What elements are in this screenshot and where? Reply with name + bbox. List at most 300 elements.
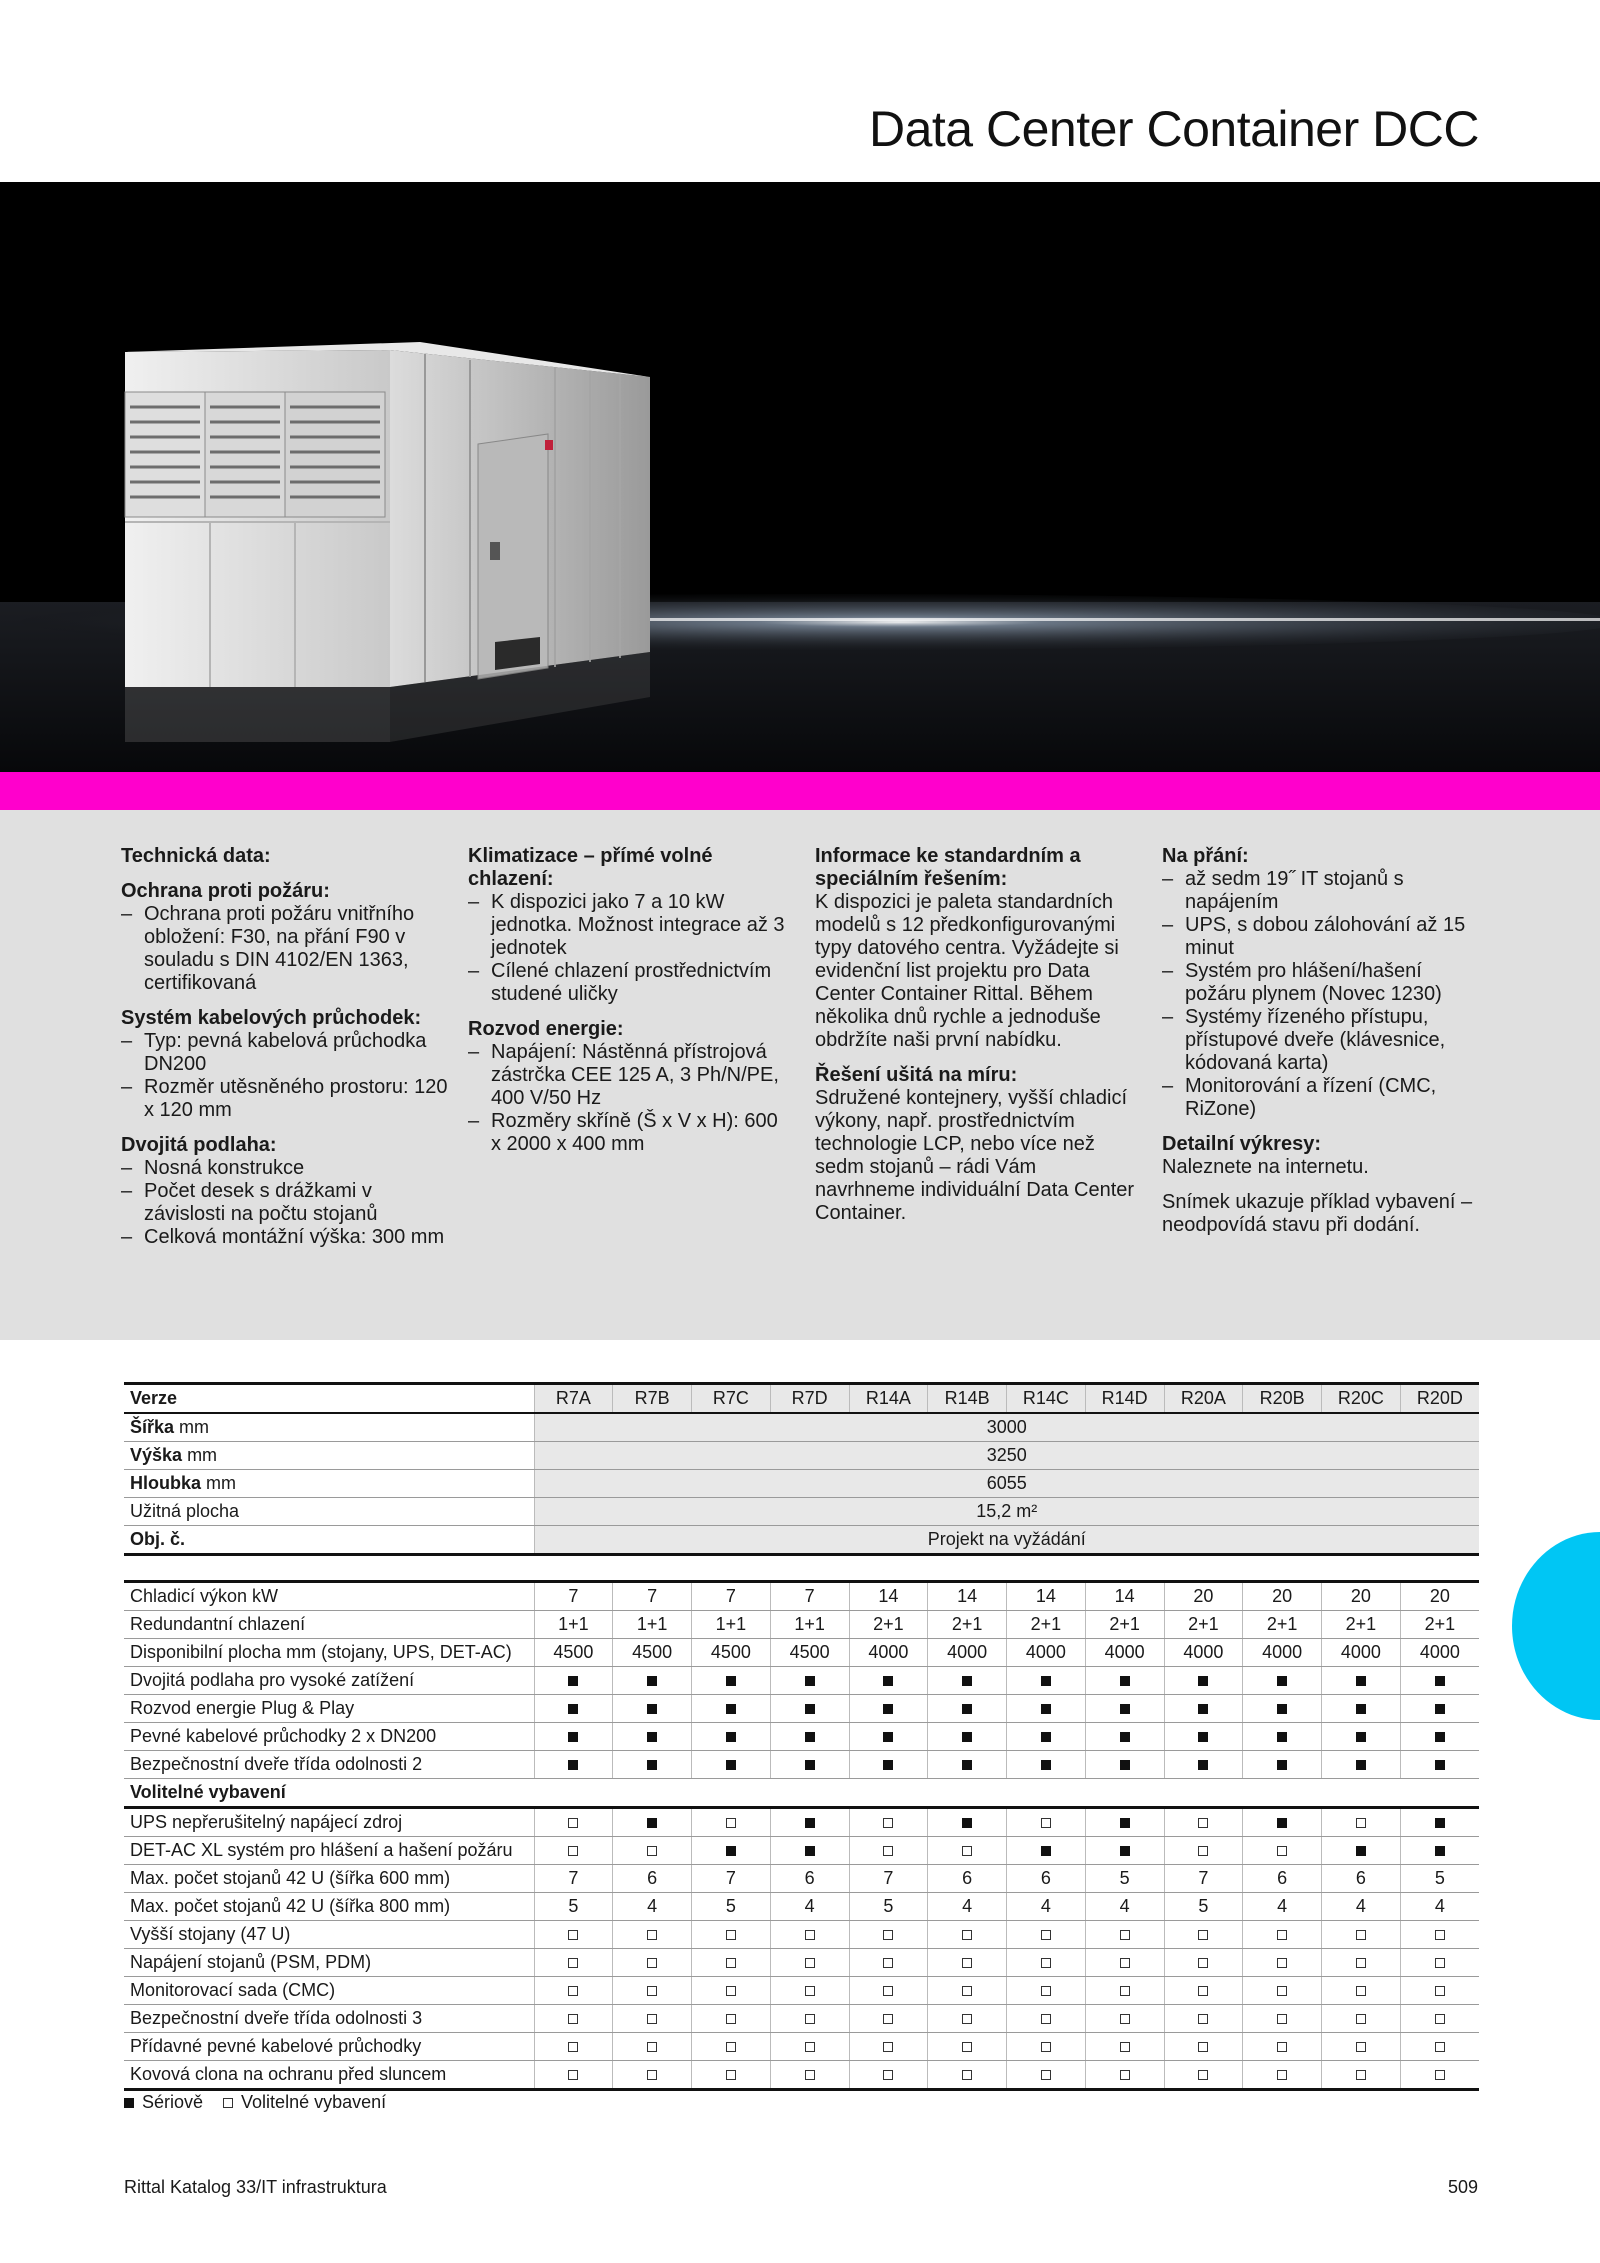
row-label-bold: Hloubka <box>130 1473 202 1493</box>
standard-cell <box>1322 1667 1401 1695</box>
list-item: – Ochrana proti požáru vnitřního obložení: F30, na přání F90 v souladu s DIN 4102/EN 1363, certifikovaná <box>121 903 451 995</box>
row-label: Vyšší stojany (47 U) <box>124 1921 534 1949</box>
empty-square-icon <box>962 2070 972 2080</box>
optional-cell <box>928 1921 1007 1949</box>
standard-cell <box>534 1751 613 1779</box>
optional-cell <box>1400 1977 1479 2005</box>
optional-cell <box>1400 1949 1479 1977</box>
empty-square-icon <box>647 1846 657 1856</box>
legend-optional: Volitelné vybavení <box>241 2092 387 2112</box>
empty-square-icon <box>647 1958 657 1968</box>
filled-square-icon <box>1120 1704 1130 1714</box>
empty-square-icon <box>1198 2042 1208 2052</box>
value-cell: 4 <box>928 1893 1007 1921</box>
empty-square-icon <box>726 1930 736 1940</box>
standard-cell <box>613 1695 692 1723</box>
row-label <box>124 1498 534 1526</box>
version-header: R20A <box>1164 1384 1243 1414</box>
empty-square-icon <box>1198 1958 1208 1968</box>
row-label: Pevné kabelové průchodky 2 x DN200 <box>124 1723 534 1751</box>
empty-square-icon <box>568 1846 578 1856</box>
optional-cell <box>613 1977 692 2005</box>
cooling-section <box>468 845 788 1006</box>
value-cell: 4 <box>1007 1893 1086 1921</box>
filled-square-icon <box>1120 1732 1130 1742</box>
row-label <box>124 1442 534 1470</box>
empty-square-icon <box>1120 2042 1130 2052</box>
standard-cell <box>1243 1751 1322 1779</box>
empty-square-icon <box>1356 1818 1366 1828</box>
standard-cell <box>849 1695 928 1723</box>
empty-square-icon <box>805 2070 815 2080</box>
optional-cell <box>1085 1949 1164 1977</box>
filled-square-icon <box>1120 1818 1130 1828</box>
table-row <box>124 1526 1479 1555</box>
value-cell: 1+1 <box>613 1611 692 1639</box>
filled-square-icon <box>1198 1676 1208 1686</box>
optional-cell <box>1322 1949 1401 1977</box>
empty-square-icon <box>805 2014 815 2024</box>
standard-cell <box>770 1667 849 1695</box>
cable-entry-section <box>121 1007 451 1122</box>
table-row <box>124 1413 1479 1442</box>
filled-square-icon <box>1356 1704 1366 1714</box>
empty-square-icon <box>1041 2070 1051 2080</box>
list-item: – až sedm 19˝ IT stojanů s napájením <box>1162 868 1480 914</box>
filled-square-icon <box>1277 1704 1287 1714</box>
section-title: Na přání: <box>1162 845 1249 867</box>
optional-cell <box>928 2033 1007 2061</box>
optional-cell <box>1243 2033 1322 2061</box>
row-label: Redundantní chlazení <box>124 1611 534 1639</box>
section-heading: Technická data: <box>121 845 271 867</box>
filled-square-icon <box>568 1704 578 1714</box>
value-cell: 2+1 <box>1085 1611 1164 1639</box>
filled-square-icon <box>962 1732 972 1742</box>
standard-cell <box>1322 1837 1401 1865</box>
filled-square-icon <box>883 1760 893 1770</box>
list-item: – Cílené chlazení prostřednictvím studené uličky <box>468 960 788 1006</box>
filled-square-icon <box>805 1704 815 1714</box>
standard-cell <box>849 1723 928 1751</box>
value-cell: 14 <box>928 1582 1007 1611</box>
page-number: 509 <box>1447 2177 1478 2197</box>
optional-cell <box>849 2033 928 2061</box>
standard-cell <box>928 1751 1007 1779</box>
standard-cell <box>770 1723 849 1751</box>
table-row <box>124 2005 1479 2033</box>
row-value: 15,2 m² <box>534 1498 1479 1526</box>
filled-square-icon <box>1277 1760 1287 1770</box>
empty-square-icon <box>1277 1986 1287 1996</box>
table-row <box>124 2033 1479 2061</box>
optional-cell <box>1085 2005 1164 2033</box>
value-cell: 7 <box>770 1582 849 1611</box>
filled-square-icon <box>1435 1676 1445 1686</box>
value-cell: 5 <box>692 1893 771 1921</box>
table-row <box>124 1667 1479 1695</box>
empty-square-icon <box>883 2070 893 2080</box>
standard-cell <box>1243 1695 1322 1723</box>
filled-square-icon <box>1277 1676 1287 1686</box>
filled-square-icon <box>883 1676 893 1686</box>
optional-cell <box>534 1808 613 1837</box>
value-cell: 4000 <box>1007 1639 1086 1667</box>
filled-square-icon <box>124 2098 134 2108</box>
filled-square-icon <box>647 1760 657 1770</box>
table-row <box>124 1723 1479 1751</box>
filled-square-icon <box>1356 1732 1366 1742</box>
value-cell: 7 <box>849 1865 928 1893</box>
value-cell: 14 <box>849 1582 928 1611</box>
value-cell: 4000 <box>1322 1639 1401 1667</box>
value-cell: 4 <box>1085 1893 1164 1921</box>
optional-cell <box>849 1808 928 1837</box>
optional-cell <box>1322 2061 1401 2090</box>
drawings-section <box>1162 1133 1480 1179</box>
section-text: K dispozici je paleta standardních modelů s 12 předkonfigurovanými typy datového centra. Vyžádejte si evidenční list projektu pro Data Center Container Rittal. Během několika dnů rychle a jednoduše obdržíte naši první nabídku. <box>815 891 1119 1051</box>
empty-square-icon <box>1356 1986 1366 1996</box>
empty-square-icon <box>1435 1958 1445 1968</box>
features-table <box>124 1580 1479 2091</box>
filled-square-icon <box>1435 1846 1445 1856</box>
table-row <box>124 1949 1479 1977</box>
empty-square-icon <box>962 1958 972 1968</box>
value-cell: 4 <box>770 1893 849 1921</box>
optional-cell <box>849 1837 928 1865</box>
row-label-bold: Šířka <box>130 1417 175 1437</box>
filled-square-icon <box>1435 1760 1445 1770</box>
legend-serial: Sériově <box>142 2092 204 2112</box>
table-row <box>124 2061 1479 2090</box>
filled-square-icon <box>1356 1846 1366 1856</box>
filled-square-icon <box>568 1732 578 1742</box>
filled-square-icon <box>1120 1846 1130 1856</box>
empty-square-icon <box>1041 1986 1051 1996</box>
standard-cell <box>1085 1808 1164 1837</box>
filled-square-icon <box>1356 1676 1366 1686</box>
empty-square-icon <box>883 1986 893 1996</box>
value-cell: 20 <box>1164 1582 1243 1611</box>
empty-square-icon <box>883 1846 893 1856</box>
row-label: Kovová clona na ochranu před sluncem <box>124 2061 534 2090</box>
empty-square-icon <box>1120 2070 1130 2080</box>
dimensions-table <box>124 1382 1479 1556</box>
value-cell: 5 <box>1400 1865 1479 1893</box>
empty-square-icon <box>1041 1958 1051 1968</box>
value-cell: 2+1 <box>849 1611 928 1639</box>
value-cell: 4500 <box>692 1639 771 1667</box>
empty-square-icon <box>647 1930 657 1940</box>
empty-square-icon <box>883 1958 893 1968</box>
row-label: Dvojitá podlaha pro vysoké zatížení <box>124 1667 534 1695</box>
empty-square-icon <box>1277 1930 1287 1940</box>
standard-cell <box>613 1723 692 1751</box>
row-label: Max. počet stojanů 42 U (šířka 800 mm) <box>124 1893 534 1921</box>
list-item: – K dispozici jako 7 a 10 kW jednotka. Možnost integrace až 3 jednotek <box>468 891 788 960</box>
empty-square-icon <box>568 1958 578 1968</box>
filled-square-icon <box>805 1760 815 1770</box>
empty-square-icon <box>568 2014 578 2024</box>
optional-cell <box>692 1977 771 2005</box>
list-item: – Celková montážní výška: 300 mm <box>121 1226 451 1249</box>
empty-square-icon <box>1435 1930 1445 1940</box>
list-item: – UPS, s dobou zálohování až 15 minut <box>1162 914 1480 960</box>
optional-cell <box>613 1921 692 1949</box>
standard-cell <box>1322 1723 1401 1751</box>
standard-cell <box>692 1695 771 1723</box>
standard-cell <box>1085 1751 1164 1779</box>
empty-square-icon <box>1356 2014 1366 2024</box>
optional-cell <box>1400 2005 1479 2033</box>
optional-cell <box>928 2005 1007 2033</box>
optional-cell <box>534 1977 613 2005</box>
version-header: R7D <box>770 1384 849 1414</box>
table-row <box>124 1808 1479 1837</box>
value-cell: 2+1 <box>1322 1611 1401 1639</box>
empty-square-icon <box>223 2098 233 2108</box>
row-value: 6055 <box>534 1470 1479 1498</box>
filled-square-icon <box>726 1846 736 1856</box>
section-title: Klimatizace – přímé volné chlazení: <box>468 845 713 890</box>
empty-square-icon <box>1041 1930 1051 1940</box>
standard-cell <box>534 1667 613 1695</box>
optional-cell <box>1322 1808 1401 1837</box>
power-distribution-section <box>468 1018 788 1156</box>
empty-square-icon <box>1356 1958 1366 1968</box>
section-title: Informace ke standardním a speciálním řešením: <box>815 845 1081 890</box>
row-value: 3250 <box>534 1442 1479 1470</box>
standard-cell <box>1322 1695 1401 1723</box>
section-text: Naleznete na internetu. <box>1162 1156 1369 1178</box>
value-cell: 7 <box>692 1582 771 1611</box>
standard-cell <box>928 1723 1007 1751</box>
empty-square-icon <box>1198 1818 1208 1828</box>
standard-cell <box>849 1751 928 1779</box>
optional-cell <box>1243 1949 1322 1977</box>
standard-cell <box>1164 1667 1243 1695</box>
empty-square-icon <box>883 2042 893 2052</box>
table-row <box>124 1639 1479 1667</box>
empty-square-icon <box>1277 2014 1287 2024</box>
column-options <box>1162 845 1480 1249</box>
value-cell: 4 <box>1243 1893 1322 1921</box>
optional-cell <box>1085 2033 1164 2061</box>
empty-square-icon <box>1198 1846 1208 1856</box>
optional-cell <box>692 1808 771 1837</box>
empty-square-icon <box>568 1986 578 1996</box>
empty-square-icon <box>1435 1986 1445 1996</box>
optional-cell <box>1007 1921 1086 1949</box>
optional-cell <box>692 2005 771 2033</box>
filled-square-icon <box>647 1818 657 1828</box>
optional-cell <box>770 1949 849 1977</box>
filled-square-icon <box>1277 1732 1287 1742</box>
empty-square-icon <box>1435 2070 1445 2080</box>
table-row <box>124 1921 1479 1949</box>
filled-square-icon <box>962 1760 972 1770</box>
table-header-row <box>124 1384 1479 1414</box>
optional-cell <box>692 1921 771 1949</box>
value-cell: 7 <box>534 1865 613 1893</box>
empty-square-icon <box>962 1846 972 1856</box>
value-cell: 7 <box>613 1582 692 1611</box>
filled-square-icon <box>1041 1704 1051 1714</box>
standard-cell <box>692 1723 771 1751</box>
optional-cell <box>1243 1837 1322 1865</box>
filled-square-icon <box>1041 1846 1051 1856</box>
standard-cell <box>1400 1837 1479 1865</box>
optional-cell <box>770 1977 849 2005</box>
filled-square-icon <box>1435 1704 1445 1714</box>
standard-cell <box>1085 1837 1164 1865</box>
optional-cell <box>770 2033 849 2061</box>
optional-cell <box>1164 1921 1243 1949</box>
optional-cell <box>1164 1949 1243 1977</box>
filled-square-icon <box>726 1732 736 1742</box>
optional-cell <box>1243 1977 1322 2005</box>
list-item: – Systémy řízeného přístupu, přístupové dveře (klávesnice, kódovaná karta) <box>1162 1006 1480 1075</box>
row-label: DET-AC XL systém pro hlášení a hašení požáru <box>124 1837 534 1865</box>
filled-square-icon <box>647 1704 657 1714</box>
row-label <box>124 1413 534 1442</box>
header-label: Verze <box>124 1384 534 1414</box>
optional-cell <box>1007 1977 1086 2005</box>
table-row <box>124 1837 1479 1865</box>
accent-bar <box>0 772 1600 810</box>
filled-square-icon <box>962 1818 972 1828</box>
filled-square-icon <box>647 1732 657 1742</box>
value-cell: 4000 <box>1400 1639 1479 1667</box>
table-row <box>124 1695 1479 1723</box>
filled-square-icon <box>1198 1760 1208 1770</box>
version-header: R14D <box>1085 1384 1164 1414</box>
value-cell: 5 <box>1085 1865 1164 1893</box>
optional-cell <box>1322 1921 1401 1949</box>
optional-cell <box>613 1949 692 1977</box>
section-title: Ochrana proti požáru: <box>121 880 330 902</box>
standard-cell <box>928 1667 1007 1695</box>
row-value: 3000 <box>534 1413 1479 1442</box>
section-row <box>124 1779 1479 1808</box>
list-item: – Rozměry skříně (Š x V x H): 600 x 2000 x 400 mm <box>468 1110 788 1156</box>
row-label-text: mm <box>174 1417 210 1437</box>
optional-cell <box>1400 2033 1479 2061</box>
version-header: R7B <box>613 1384 692 1414</box>
empty-square-icon <box>805 2042 815 2052</box>
value-cell: 4500 <box>534 1639 613 1667</box>
row-label <box>124 1526 534 1555</box>
optional-cell <box>1400 1921 1479 1949</box>
filled-square-icon <box>962 1676 972 1686</box>
value-cell: 20 <box>1243 1582 1322 1611</box>
empty-square-icon <box>568 2042 578 2052</box>
empty-square-icon <box>1041 2042 1051 2052</box>
row-label: Bezpečnostní dveře třída odolnosti 3 <box>124 2005 534 2033</box>
value-cell: 4000 <box>849 1639 928 1667</box>
empty-square-icon <box>726 1986 736 1996</box>
version-header: R14B <box>928 1384 1007 1414</box>
list-item: – Rozměr utěsněného prostoru: 120 x 120 mm <box>121 1076 451 1122</box>
standard-cell <box>928 1808 1007 1837</box>
empty-square-icon <box>647 2070 657 2080</box>
optional-cell <box>1085 2061 1164 2090</box>
table-row <box>124 1442 1479 1470</box>
optional-cell <box>770 2005 849 2033</box>
section-title: Rozvod energie: <box>468 1018 624 1040</box>
optional-cell <box>849 1921 928 1949</box>
empty-square-icon <box>962 1930 972 1940</box>
optional-cell <box>1164 2061 1243 2090</box>
empty-square-icon <box>1198 1986 1208 1996</box>
filled-square-icon <box>568 1760 578 1770</box>
filled-square-icon <box>883 1704 893 1714</box>
filled-square-icon <box>1435 1818 1445 1828</box>
standard-cell <box>1007 1751 1086 1779</box>
empty-square-icon <box>1435 2014 1445 2024</box>
standard-cell <box>770 1695 849 1723</box>
empty-square-icon <box>647 2042 657 2052</box>
optional-cell <box>534 2033 613 2061</box>
column-solutions <box>815 845 1140 1237</box>
empty-square-icon <box>568 2070 578 2080</box>
list-item: – Nosná konstrukce <box>121 1157 451 1180</box>
standard-cell <box>1322 1751 1401 1779</box>
table-row <box>124 1470 1479 1498</box>
empty-square-icon <box>647 2014 657 2024</box>
value-cell: 20 <box>1400 1582 1479 1611</box>
filled-square-icon <box>805 1676 815 1686</box>
filled-square-icon <box>1041 1760 1051 1770</box>
filled-square-icon <box>1120 1760 1130 1770</box>
optional-cell <box>849 2005 928 2033</box>
list-item: – Počet desek s drážkami v závislosti na počtu stojanů <box>121 1180 451 1226</box>
filled-square-icon <box>805 1846 815 1856</box>
value-cell: 14 <box>1007 1582 1086 1611</box>
row-label: Rozvod energie Plug & Play <box>124 1695 534 1723</box>
container-photo <box>0 182 1600 772</box>
optional-cell <box>1007 2033 1086 2061</box>
optional-cell <box>1164 2005 1243 2033</box>
value-cell: 1+1 <box>692 1611 771 1639</box>
empty-square-icon <box>726 2070 736 2080</box>
value-cell: 7 <box>534 1582 613 1611</box>
optional-cell <box>534 1949 613 1977</box>
table-row <box>124 1893 1479 1921</box>
empty-square-icon <box>805 1986 815 1996</box>
optional-cell <box>613 2061 692 2090</box>
empty-square-icon <box>726 1958 736 1968</box>
standard-cell <box>613 1751 692 1779</box>
optional-cell <box>1243 2005 1322 2033</box>
optional-cell <box>613 2005 692 2033</box>
optional-cell <box>928 2061 1007 2090</box>
optional-cell <box>692 2061 771 2090</box>
standard-cell <box>1007 1723 1086 1751</box>
optional-cell <box>1400 2061 1479 2090</box>
optional-cell <box>1007 2005 1086 2033</box>
version-header: R7C <box>692 1384 771 1414</box>
filled-square-icon <box>1120 1676 1130 1686</box>
list-item: – Monitorování a řízení (CMC, RiZone) <box>1162 1075 1480 1121</box>
standard-cell <box>1007 1695 1086 1723</box>
section-title: Systém kabelových průchodek: <box>121 1007 422 1029</box>
optional-cell <box>692 1949 771 1977</box>
value-cell: 2+1 <box>928 1611 1007 1639</box>
optional-cell <box>534 1921 613 1949</box>
table-row <box>124 1611 1479 1639</box>
filled-square-icon <box>647 1676 657 1686</box>
